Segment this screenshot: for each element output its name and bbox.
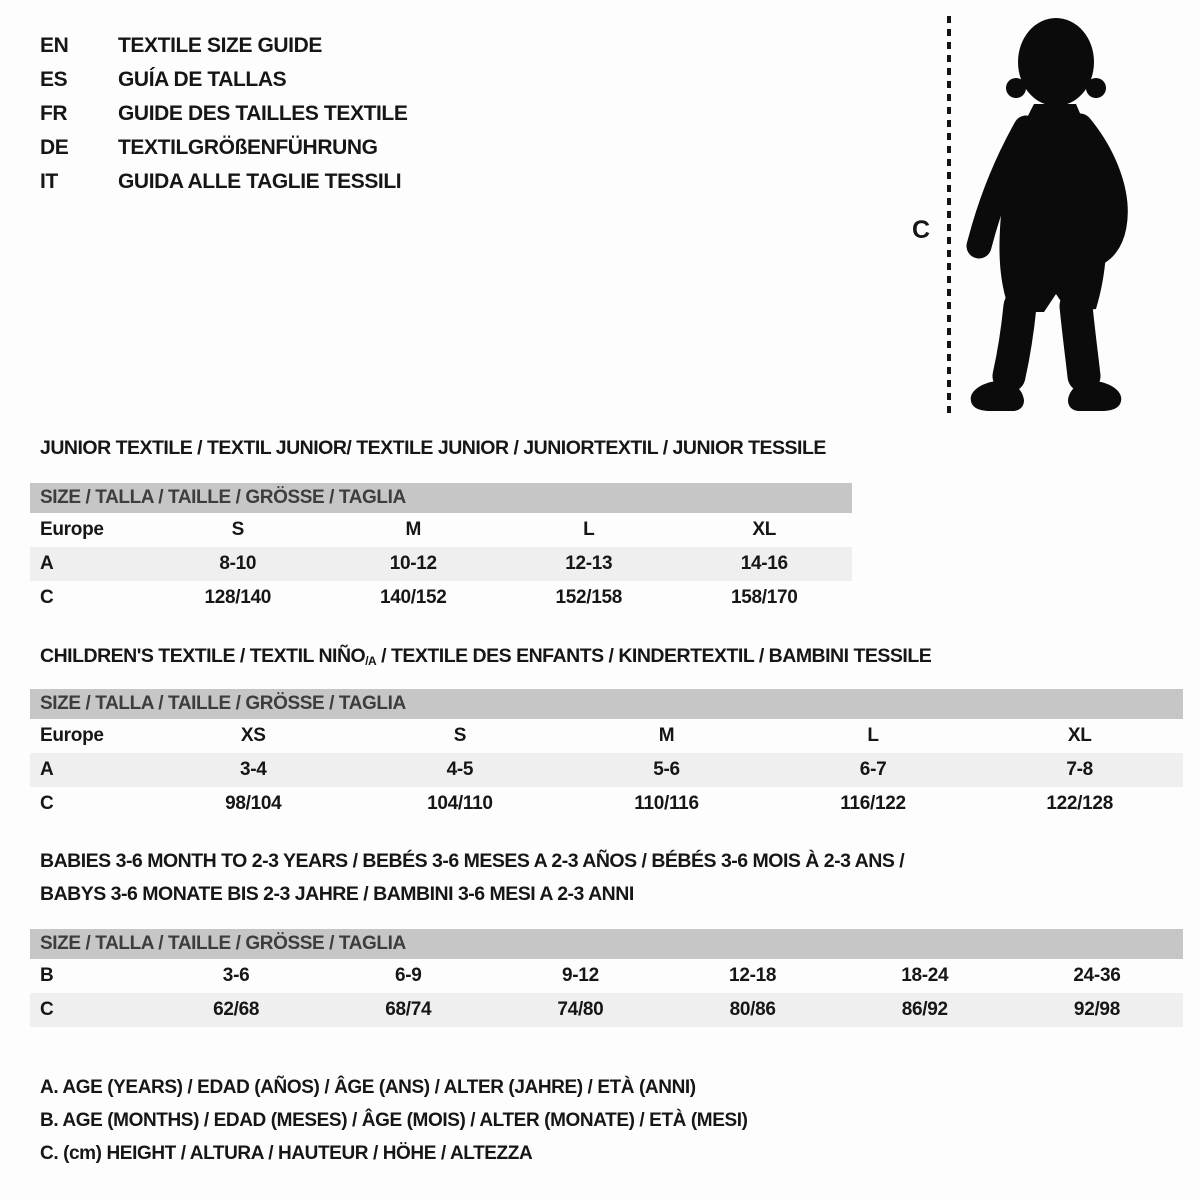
height-cell: 98/104 xyxy=(225,793,282,814)
babies-heading-line2: BABYS 3-6 MONATE BIS 2-3 JAHRE / BAMBINI 3-6 MESI A 2-3 ANNI xyxy=(40,883,634,905)
height-cell: 74/80 xyxy=(557,999,604,1020)
language-row xyxy=(40,131,407,165)
babies-section-heading xyxy=(40,845,904,911)
height-cell: 158/170 xyxy=(730,587,798,608)
size-cell: XL xyxy=(1067,725,1092,746)
row-label: Europe xyxy=(40,725,104,746)
legend-age-years: A. AGE (YEARS) / EDAD (AÑOS) / ÂGE (ANS) / ALTER (JAHRE) / ETÀ (ANNI) xyxy=(40,1077,696,1098)
height-cell: 140/152 xyxy=(379,587,447,608)
babies-size-table xyxy=(30,929,1183,1027)
language-title-list xyxy=(40,29,407,199)
junior-size-table xyxy=(30,483,852,615)
children-heading-post: / TEXTILE DES ENFANTS / KINDERTEXTIL / BAMBINI TESSILE xyxy=(376,645,932,667)
height-cell: 152/158 xyxy=(555,587,623,608)
months-cell: 6-9 xyxy=(394,965,422,986)
legend-height-cm: C. (cm) HEIGHT / ALTURA / HAUTEUR / HÖHE / ALTEZZA xyxy=(40,1143,533,1164)
table-row-europe xyxy=(30,719,1183,753)
age-cell: 6-7 xyxy=(859,759,887,780)
language-code: ES xyxy=(40,68,68,91)
language-code: IT xyxy=(40,170,58,193)
table-row-height xyxy=(30,581,852,615)
language-code: DE xyxy=(40,136,69,159)
row-label: C xyxy=(40,587,54,608)
height-cell: 128/140 xyxy=(204,587,272,608)
measurement-legend xyxy=(40,1071,748,1170)
months-cell: 3-6 xyxy=(222,965,250,986)
row-label: Europe xyxy=(40,519,104,540)
row-label: C xyxy=(40,999,54,1020)
language-row xyxy=(40,29,407,63)
height-cell: 104/110 xyxy=(427,793,493,814)
table-row-height xyxy=(30,787,1183,821)
children-heading-pre: CHILDREN'S TEXTILE / TEXTIL NIÑO xyxy=(40,645,366,667)
size-cell: L xyxy=(583,519,595,540)
height-cell: 86/92 xyxy=(901,999,948,1020)
size-cell: XS xyxy=(240,725,266,746)
children-size-table xyxy=(30,689,1183,821)
size-cell: M xyxy=(658,725,675,746)
height-cell: 80/86 xyxy=(729,999,776,1020)
size-cell: XL xyxy=(752,519,777,540)
guide-title-it: GUIDA ALLE TAGLIE TESSILI xyxy=(118,170,402,193)
language-row xyxy=(40,97,407,131)
age-cell: 14-16 xyxy=(740,553,788,574)
age-cell: 12-13 xyxy=(565,553,613,574)
guide-title-en: TEXTILE SIZE GUIDE xyxy=(118,34,322,57)
age-cell: 3-4 xyxy=(240,759,267,780)
children-size-header: SIZE / TALLA / TAILLE / GRÖSSE / TAGLIA xyxy=(30,689,1183,719)
table-row-age xyxy=(30,547,852,581)
months-cell: 9-12 xyxy=(562,965,599,986)
children-heading-sub: /A xyxy=(365,654,377,668)
height-cell: 62/68 xyxy=(213,999,260,1020)
age-cell: 5-6 xyxy=(653,759,680,780)
guide-title-fr: GUIDE DES TAILLES TEXTILE xyxy=(118,102,408,125)
row-label: C xyxy=(40,793,54,814)
age-cell: 4-5 xyxy=(446,759,474,780)
guide-title-de: TEXTILGRÖßENFÜHRUNG xyxy=(118,136,378,159)
table-row-height xyxy=(30,993,1183,1027)
height-dashed-line xyxy=(947,16,951,416)
language-row xyxy=(40,165,407,199)
babies-heading-line1: BABIES 3-6 MONTH TO 2-3 YEARS / BEBÉS 3-6 MESES A 2-3 AÑOS / BÉBÉS 3-6 MOIS À 2-3 ANS / xyxy=(40,850,905,872)
row-label: B xyxy=(40,965,54,986)
size-cell: M xyxy=(405,519,422,540)
months-cell: 12-18 xyxy=(729,965,777,986)
language-code: FR xyxy=(40,102,68,125)
babies-size-header: SIZE / TALLA / TAILLE / GRÖSSE / TAGLIA xyxy=(30,929,1183,959)
height-cell: 68/74 xyxy=(385,999,432,1020)
row-label: A xyxy=(40,553,54,574)
size-cell: S xyxy=(231,519,244,540)
toddler-silhouette-icon xyxy=(956,12,1148,412)
language-code: EN xyxy=(40,34,69,57)
language-row xyxy=(40,63,407,97)
age-cell: 8-10 xyxy=(219,553,257,574)
months-cell: 24-36 xyxy=(1073,965,1121,986)
height-measure-label: C xyxy=(912,216,931,244)
age-cell: 7-8 xyxy=(1066,759,1093,780)
table-row-age xyxy=(30,753,1183,787)
legend-age-months: B. AGE (MONTHS) / EDAD (MESES) / ÂGE (MOIS) / ALTER (MONATE) / ETÀ (MESI) xyxy=(40,1110,748,1131)
age-cell: 10-12 xyxy=(389,553,437,574)
size-cell: L xyxy=(867,725,879,746)
height-cell: 122/128 xyxy=(1046,793,1113,814)
junior-section-heading: JUNIOR TEXTILE / TEXTIL JUNIOR/ TEXTILE JUNIOR / JUNIORTEXTIL / JUNIOR TESSILE xyxy=(40,437,826,459)
junior-size-header: SIZE / TALLA / TAILLE / GRÖSSE / TAGLIA xyxy=(30,483,852,513)
row-label: A xyxy=(40,759,54,780)
children-section-heading xyxy=(40,645,931,668)
table-row-europe xyxy=(30,513,852,547)
size-cell: S xyxy=(453,725,467,746)
height-cell: 110/116 xyxy=(634,793,699,814)
table-row-months xyxy=(30,959,1183,993)
height-cell: 92/98 xyxy=(1073,999,1120,1020)
height-cell: 116/122 xyxy=(840,793,906,814)
guide-title-es: GUÍA DE TALLAS xyxy=(118,68,287,91)
months-cell: 18-24 xyxy=(901,965,949,986)
